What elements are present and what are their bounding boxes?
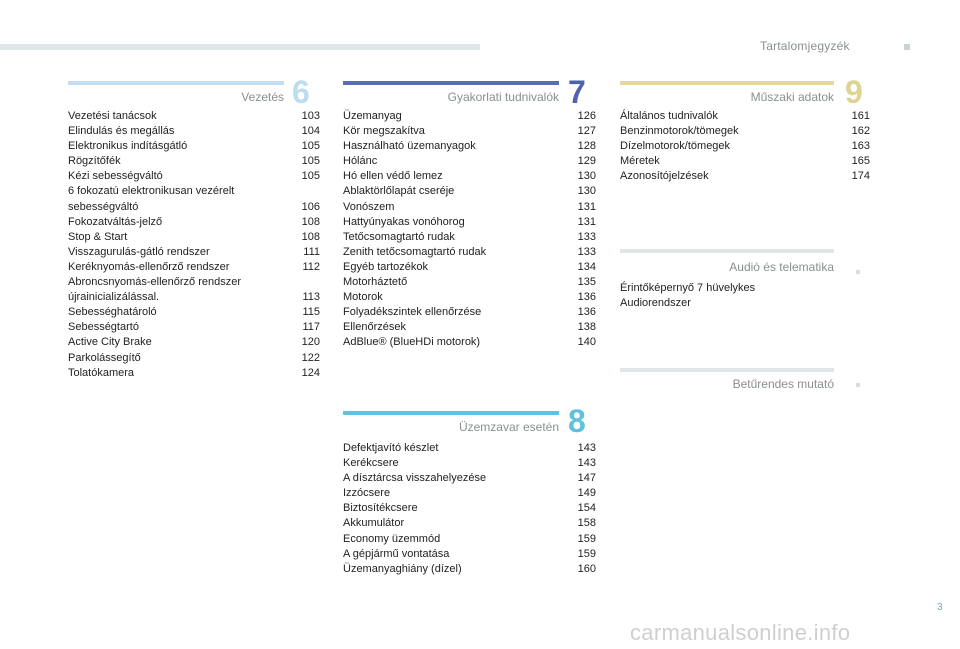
toc-entry-page: 131 (577, 215, 596, 228)
toc-entry-label: Sebességhatároló (68, 306, 157, 319)
toc-entry-label: Motorok (343, 291, 383, 304)
toc-entry (343, 486, 596, 501)
toc-entry-label: Dízelmotorok/tömegek (620, 140, 731, 153)
toc-entry (620, 169, 870, 184)
toc-entry-page: 124 (301, 366, 320, 379)
toc-entry-label: Ellenőrzések (343, 321, 406, 334)
toc-entry-label: Vezetési tanácsok (68, 110, 157, 122)
toc-entry-label: Benzinmotorok/tömegek (620, 125, 739, 138)
toc-entry (68, 184, 320, 214)
section-7-number: 7 (568, 74, 586, 110)
toc-entry-label: Tetőcsomagtartó rudak (343, 230, 455, 243)
toc-entry-page: 133 (577, 230, 596, 243)
toc-entry-label: Elindulás és megállás (68, 125, 175, 138)
toc-entry (68, 169, 320, 184)
section-6-list (68, 109, 320, 381)
section-9-title: Műszaki adatok (750, 90, 834, 104)
section-index-title: Betűrendes mutató (732, 377, 834, 391)
toc-entry-label: Üzemanyaghiány (dízel) (343, 562, 462, 575)
page-number: 3 (937, 602, 943, 613)
toc-entry-page: 131 (577, 200, 596, 213)
toc-entry (343, 471, 596, 486)
toc-entry-label: Hattyúnyakas vonóhorog (343, 215, 465, 228)
toc-entry (68, 109, 320, 124)
toc-entry-page: 113 (302, 291, 320, 304)
section-6-number: 6 (292, 74, 310, 110)
toc-entry-page: 154 (577, 502, 596, 515)
section-9-list (620, 109, 870, 184)
toc-entry-label: Általános tudnivalók (620, 110, 718, 122)
toc-entry (343, 547, 596, 562)
toc-entry-label: Kézi sebességváltó (68, 170, 163, 183)
toc-entry (343, 516, 596, 531)
toc-entry (68, 320, 320, 335)
toc-entry (343, 230, 596, 245)
toc-entry-label: Tolatókamera (68, 366, 135, 379)
toc-entry (343, 169, 596, 184)
toc-entry (68, 260, 320, 275)
toc-entry (620, 154, 870, 169)
toc-entry (68, 154, 320, 169)
toc-entry-label: Keréknyomás-ellenőrző rendszer (68, 260, 230, 273)
toc-entry-page: 159 (577, 532, 596, 545)
toc-entry (68, 124, 320, 139)
toc-entry-label: Használható üzemanyagok (343, 140, 476, 153)
toc-entry-label: Elektronikus indításgátló (68, 140, 188, 153)
toc-entry-page: 134 (577, 260, 596, 273)
section-audio-bar (620, 249, 834, 253)
toc-entry-page: 149 (577, 487, 596, 500)
toc-entry-page: 130 (577, 170, 596, 183)
toc-entry (343, 200, 596, 215)
toc-entry-page: 108 (301, 215, 320, 228)
toc-entry-page: 111 (303, 245, 320, 258)
toc-entry-page: 106 (301, 200, 320, 213)
toc-entry (343, 441, 596, 456)
toc-entry-label: AdBlue® (BlueHDi motorok) (343, 336, 481, 349)
toc-entry-page: 105 (301, 170, 320, 183)
page-title: Tartalomjegyzék (760, 39, 850, 53)
toc-entry-page: 147 (577, 472, 596, 485)
toc-entry (343, 501, 596, 516)
toc-entry-label: Vonószem (343, 200, 395, 213)
toc-entry-page: 115 (302, 306, 320, 319)
toc-entry-label: Kerékcsere (343, 457, 399, 470)
section-6-bar (68, 81, 284, 85)
toc-entry-label: Defektjavító készlet (343, 442, 439, 454)
section-audio-dot (856, 270, 860, 274)
toc-entry-page: 140 (577, 336, 596, 349)
toc-entry-page: 162 (851, 125, 870, 138)
toc-entry-label: Visszagurulás-gátló rendszer (68, 245, 210, 258)
toc-entry-label: Kör megszakítva (343, 125, 425, 138)
toc-entry-label: Üzemanyag (343, 110, 402, 122)
toc-entry-page: 161 (851, 110, 870, 122)
section-index-bar (620, 368, 834, 372)
toc-entry (343, 335, 596, 350)
toc-entry (343, 124, 596, 139)
toc-entry (343, 154, 596, 169)
section-audio-list (620, 281, 870, 311)
toc-entry (343, 456, 596, 471)
section-audio-title: Audió és telematika (729, 260, 834, 274)
header-square (904, 44, 910, 50)
toc-entry-page: 105 (301, 140, 320, 153)
toc-entry-page: 127 (577, 125, 596, 138)
toc-entry (343, 139, 596, 154)
toc-entry-label: Sebességtartó (68, 321, 139, 334)
section-7-title: Gyakorlati tudnivalók (447, 90, 559, 104)
toc-entry-label: Méretek (620, 155, 660, 168)
toc-entry-label: A gépjármű vontatása (343, 547, 450, 560)
toc-entry-label: Hólánc (343, 155, 378, 168)
section-7-bar (343, 81, 559, 85)
toc-entry (343, 245, 596, 260)
toc-entry-label: Akkumulátor (343, 517, 405, 530)
toc-entry (620, 296, 870, 311)
toc-entry-page: 165 (851, 155, 870, 168)
toc-entry-label: Zenith tetőcsomagtartó rudak (343, 245, 487, 258)
toc-entry-label: Abroncsnyomás-ellenőrző rendszer újrainicializálással. (68, 276, 242, 304)
toc-entry-page: 104 (301, 125, 320, 138)
toc-entry-label: Economy üzemmód (343, 532, 441, 545)
toc-entry-page: 159 (577, 547, 596, 560)
section-9-number: 9 (845, 74, 863, 110)
toc-entry-label: Active City Brake (68, 336, 152, 349)
toc-entry (68, 275, 320, 305)
toc-entry (68, 366, 320, 381)
section-8-bar (343, 411, 559, 415)
section-6-title: Vezetés (241, 90, 284, 104)
toc-entry-page: 163 (851, 140, 870, 153)
toc-entry-page: 158 (577, 517, 596, 530)
toc-entry-page: 135 (577, 276, 596, 289)
toc-entry-page: 133 (577, 245, 596, 258)
toc-entry-page: 130 (577, 185, 596, 198)
toc-entry-label: Parkolássegítő (68, 351, 141, 364)
section-9-bar (620, 81, 834, 85)
toc-entry-label: Rögzítőfék (68, 155, 121, 168)
toc-entry (343, 215, 596, 230)
toc-entry-page: 138 (577, 321, 596, 334)
toc-entry (68, 335, 320, 350)
toc-entry (68, 245, 320, 260)
toc-entry-page: 112 (302, 260, 320, 273)
toc-entry-label: Biztosítékcsere (343, 502, 418, 515)
section-index-dot (856, 383, 860, 387)
toc-entry-page: 160 (577, 562, 596, 575)
toc-entry (620, 109, 870, 124)
toc-entry-page: 174 (851, 170, 870, 183)
toc-entry (68, 139, 320, 154)
toc-entry-label: Érintőképernyő 7 hüvelykes (620, 282, 756, 294)
toc-entry (68, 351, 320, 366)
toc-entry (343, 260, 596, 275)
toc-entry (343, 562, 596, 577)
toc-entry-page: 129 (577, 155, 596, 168)
toc-entry-page: 120 (301, 336, 320, 349)
section-8-list (343, 441, 596, 577)
toc-entry-label: Folyadékszintek ellenőrzése (343, 306, 482, 319)
toc-entry-label: 6 fokozatú elektronikusan vezérelt sebességváltó (68, 185, 235, 213)
toc-entry (343, 109, 596, 124)
toc-entry-label: A dísztárcsa visszahelyezése (343, 472, 487, 485)
toc-entry-label: Audiorendszer (620, 297, 691, 310)
section-8-title: Üzemzavar esetén (458, 420, 559, 434)
toc-entry-page: 136 (577, 291, 596, 304)
section-8-number: 8 (568, 403, 586, 439)
toc-entry (620, 139, 870, 154)
toc-entry-label: Hó ellen védő lemez (343, 170, 443, 183)
toc-entry-page: 103 (301, 110, 320, 122)
toc-entry-label: Ablaktörlőlapát cseréje (343, 185, 455, 198)
toc-entry (620, 124, 870, 139)
toc-entry-page: 128 (577, 140, 596, 153)
toc-entry-label: Azonosítójelzések (620, 170, 709, 183)
toc-entry (68, 305, 320, 320)
toc-entry-label: Fokozatváltás-jelző (68, 215, 163, 228)
toc-entry-page: 126 (577, 110, 596, 122)
toc-entry-label: Stop & Start (68, 230, 128, 243)
toc-entry (343, 320, 596, 335)
toc-entry-page: 105 (301, 155, 320, 168)
toc-entry-page: 143 (577, 457, 596, 470)
toc-entry-page: 117 (302, 321, 320, 334)
toc-entry-label: Izzócsere (343, 487, 391, 500)
toc-entry (68, 230, 320, 245)
toc-entry (343, 184, 596, 199)
toc-entry-page: 108 (301, 230, 320, 243)
toc-entry-label: Motorháztető (343, 276, 408, 289)
toc-entry (343, 275, 596, 290)
toc-entry (343, 532, 596, 547)
header-bar (0, 44, 480, 50)
toc-entry (343, 290, 596, 305)
toc-entry-label: Egyéb tartozékok (343, 260, 428, 273)
toc-entry (620, 281, 870, 296)
toc-entry (343, 305, 596, 320)
toc-entry (68, 215, 320, 230)
toc-entry-page: 136 (577, 306, 596, 319)
toc-entry-page: 122 (301, 351, 320, 364)
section-7-list (343, 109, 596, 351)
toc-entry-page: 143 (577, 442, 596, 454)
watermark: carmanualsonline.info (630, 620, 851, 645)
